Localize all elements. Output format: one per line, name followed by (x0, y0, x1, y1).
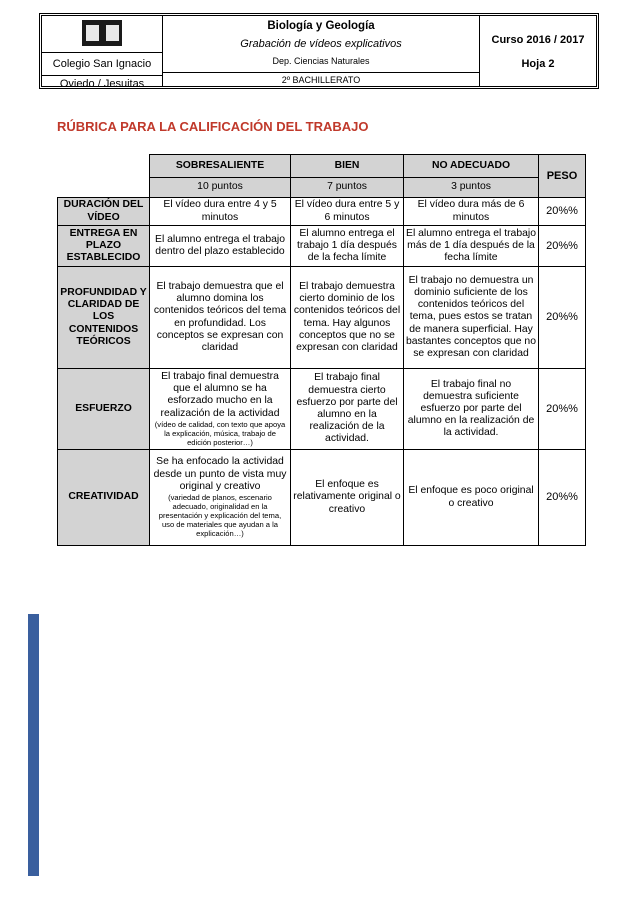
subject-title: Biología y Geología (267, 20, 375, 32)
points-no-adecuado: 3 puntos (404, 178, 539, 198)
sheet-number: Hoja 2 (521, 58, 555, 70)
subject-cell (163, 16, 480, 86)
section-title: RÚBRICA PARA LA CALIFICACIÓN DEL TRABAJO (57, 119, 369, 134)
rubric-row (58, 226, 586, 267)
school-logo (82, 20, 122, 46)
weight-header: PESO (539, 155, 586, 198)
cell-sobresaliente: El alumno entrega el trabajo dentro del plazo establecido (150, 226, 291, 267)
cell-text: El trabajo final demuestra que el alumno se ha esforzado mucho en la realización de la actividad (160, 370, 280, 419)
course-cell (480, 16, 596, 86)
cell-sobresaliente (150, 450, 291, 546)
level-sobresaliente: SOBRESALIENTE (150, 155, 291, 178)
cell-weight: 20%% (539, 450, 586, 546)
cell-weight: 20%% (539, 267, 586, 369)
school-location: Oviedo / Jesuitas (42, 75, 162, 90)
criterion-duracion: DURACIÓN DEL VÍDEO (58, 198, 150, 226)
cell-weight: 20%% (539, 198, 586, 226)
cell-bien: El vídeo dura entre 5 y 6 minutos (291, 198, 404, 226)
cell-no-adecuado: El enfoque es poco original o creativo (404, 450, 539, 546)
cell-note: (vídeo de calidad, con texto que apoya la explicación, música, trabajo de edición posterior…) (154, 419, 286, 447)
document-header (39, 13, 599, 89)
cell-no-adecuado: El alumno entrega el trabajo más de 1 día después de la fecha límite (404, 226, 539, 267)
cell-bien: El trabajo demuestra cierto dominio de los contenidos teóricos del tema. Hay algunos conceptos que no se expresan con claridad (291, 267, 404, 369)
course-level: 2º BACHILLERATO (163, 72, 479, 85)
cell-note: (variedad de planos, escenario adecuado, originalidad en la presentación y explicación del tema, uso de materiales que ayudan a la explicación…) (158, 492, 282, 539)
rubric-row (58, 369, 586, 450)
criterion-entrega: ENTREGA EN PLAZO ESTABLECIDO (58, 226, 150, 267)
cell-sobresaliente: El vídeo dura entre 4 y 5 minutos (150, 198, 291, 226)
rubric-row (58, 198, 586, 226)
cell-weight: 20%% (539, 369, 586, 450)
cell-text: Se ha enfocado la actividad desde un punto de vista muy original y creativo (153, 456, 287, 492)
points-bien: 7 puntos (291, 178, 404, 198)
department: Dep. Ciencias Naturales (272, 56, 370, 66)
rubric-header-row (58, 155, 586, 178)
cell-no-adecuado: El vídeo dura más de 6 minutos (404, 198, 539, 226)
decorative-side-bar (28, 614, 39, 876)
criterion-esfuerzo: ESFUERZO (58, 369, 150, 450)
cell-weight: 20%% (539, 226, 586, 267)
rubric-table (57, 154, 586, 546)
criterion-profundidad: PROFUNDIDAD Y CLARIDAD DE LOS CONTENIDOS TEÓRICOS (58, 267, 150, 369)
cell-no-adecuado: El trabajo no demuestra un dominio suficiente de los contenidos teóricos del tema, pues estos se tratan de manera superficial. Hay bastantes conceptos que no se expresan con claridad (404, 267, 539, 369)
course-year: Curso 2016 / 2017 (491, 34, 585, 46)
school-name: Colegio San Ignacio (52, 58, 152, 70)
school-cell (42, 16, 163, 90)
cell-bien: El alumno entrega el trabajo 1 día después de la fecha límite (291, 226, 404, 267)
rubric-row (58, 450, 586, 546)
criterion-creatividad: CREATIVIDAD (58, 450, 150, 546)
points-sobresaliente: 10 puntos (150, 178, 291, 198)
subject-subtitle: Grabación de vídeos explicativos (240, 38, 402, 50)
cell-no-adecuado: El trabajo final no demuestra suficiente esfuerzo por parte del alumno en la realización de la actividad. (404, 369, 539, 450)
cell-bien: El trabajo final demuestra cierto esfuerzo por parte del alumno en la realización de la actividad. (291, 369, 404, 450)
level-no-adecuado: NO ADECUADO (404, 155, 539, 178)
level-bien: BIEN (291, 155, 404, 178)
rubric-row (58, 267, 586, 369)
cell-bien: El enfoque es relativamente original o creativo (291, 450, 404, 546)
cell-sobresaliente (150, 369, 291, 450)
cell-sobresaliente: El trabajo demuestra que el alumno domina los contenidos teóricos del tema en profundidad. Los conceptos se expresan con claridad (150, 267, 291, 369)
